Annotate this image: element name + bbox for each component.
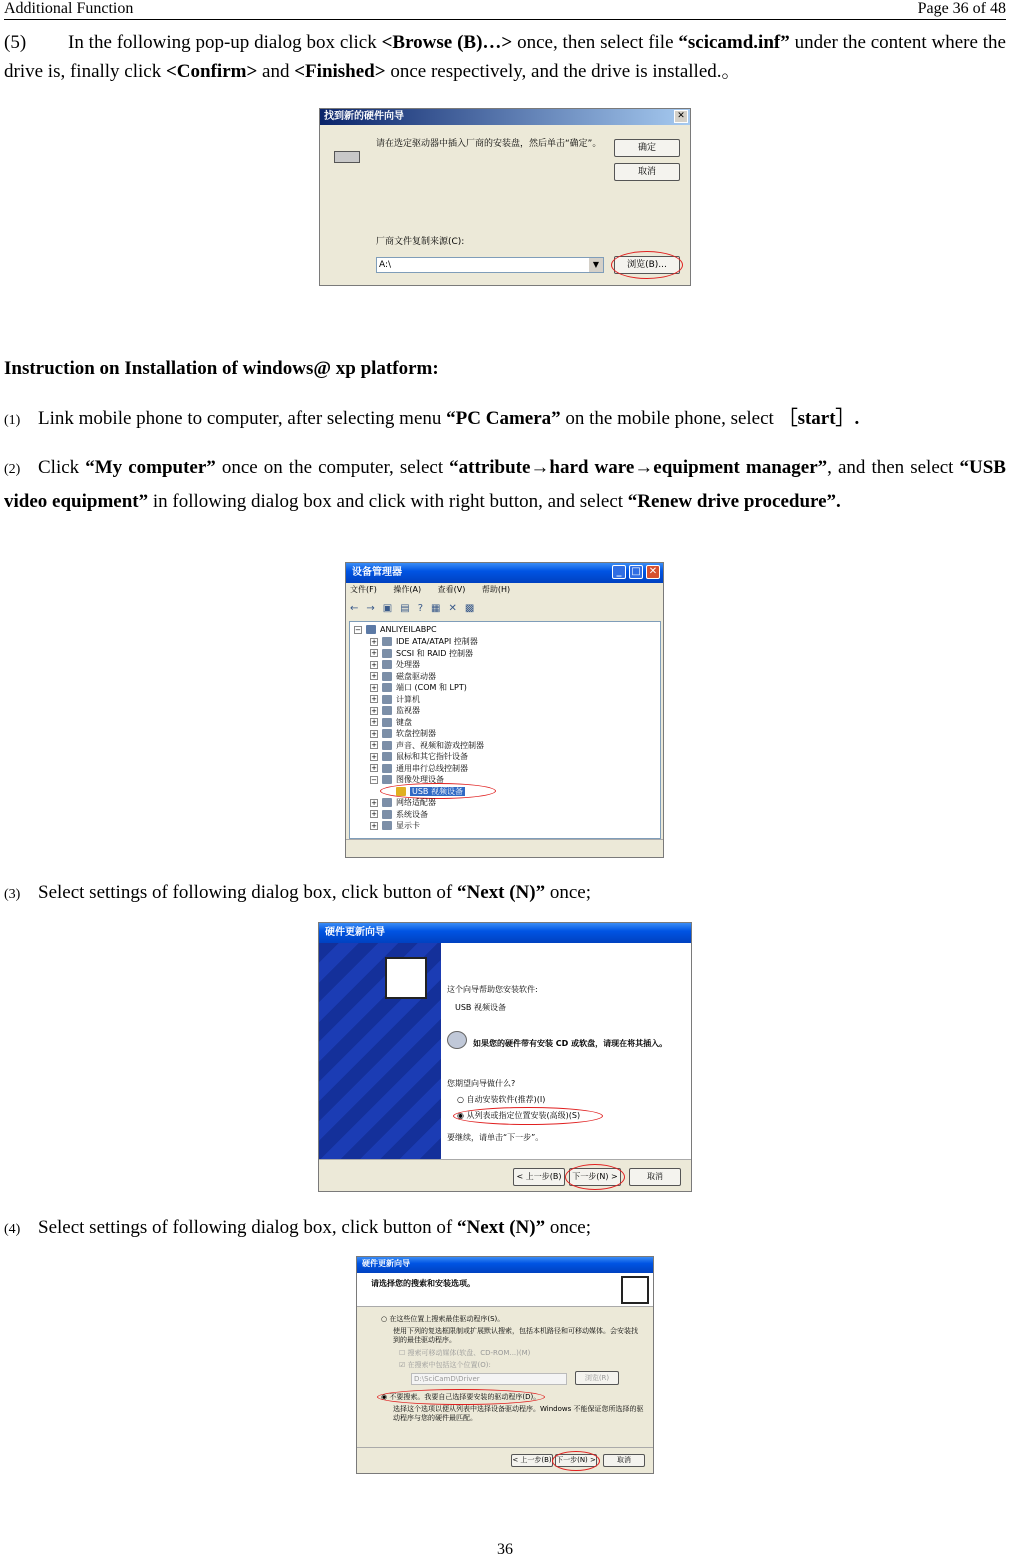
uninstall-icon[interactable]: ▩ bbox=[464, 603, 483, 614]
browse-button[interactable]: 浏览(B)... bbox=[614, 256, 680, 274]
tree-item-label: 显示卡 bbox=[396, 821, 420, 830]
radio-auto-install[interactable] bbox=[457, 1095, 545, 1105]
radio-icon: ○ bbox=[457, 1095, 467, 1104]
chevron-down-icon[interactable]: ▼ bbox=[589, 258, 603, 272]
wizard-title: 硬件更新向导 bbox=[362, 1259, 410, 1268]
step1-paragraph bbox=[4, 404, 1006, 433]
tree-item-label: 鼠标和其它指针设备 bbox=[396, 752, 468, 761]
disk-drive-icon bbox=[334, 151, 360, 163]
step4-paragraph bbox=[4, 1213, 1006, 1242]
copy-source-label: 厂商文件复制来源(C): bbox=[376, 237, 465, 247]
text: on the mobile phone, select bbox=[560, 408, 779, 429]
tree-item-label: IDE ATA/ATAPI 控制器 bbox=[396, 637, 478, 646]
expand-icon[interactable]: + bbox=[371, 695, 377, 703]
device-icon bbox=[382, 810, 392, 819]
expand-icon[interactable]: + bbox=[371, 649, 377, 657]
hardware-wizard-icon bbox=[385, 957, 427, 999]
cancel-button[interactable]: 取消 bbox=[614, 163, 680, 181]
expand-icon[interactable]: + bbox=[371, 810, 377, 818]
dont-search-description: 选择这个选项以便从列表中选择设备驱动程序。Windows 不能保证您所选择的驱动程序与您的硬件最匹配。 bbox=[393, 1405, 644, 1423]
window-title: 设备管理器 bbox=[352, 567, 402, 578]
highlight-circle bbox=[552, 1451, 600, 1471]
bold-text: “My computer” bbox=[85, 457, 216, 478]
step-number: (5) bbox=[4, 32, 27, 53]
path-value: A:\ bbox=[379, 260, 392, 270]
text: Click bbox=[38, 457, 86, 478]
device-icon bbox=[382, 741, 392, 750]
menu-bar bbox=[350, 585, 510, 599]
radio-label: 在这些位置上搜索最佳驱动程序(S)。 bbox=[389, 1315, 505, 1323]
scan-icon[interactable]: ▦ bbox=[431, 603, 449, 614]
wizard-header-band bbox=[357, 1273, 653, 1307]
tree-item[interactable] bbox=[370, 705, 420, 716]
expand-icon[interactable]: + bbox=[371, 752, 377, 761]
next-button[interactable]: 下一步(N) > bbox=[555, 1454, 597, 1467]
tree-item-label: 系统设备 bbox=[396, 809, 428, 819]
text: Select settings of following dialog box, click button of bbox=[38, 882, 457, 903]
back-icon[interactable]: ← bbox=[350, 603, 367, 614]
tree-item-label: 监视器 bbox=[396, 706, 420, 715]
properties-icon[interactable]: ▣ bbox=[382, 603, 401, 614]
text: Select settings of following dialog box, click button of bbox=[38, 1217, 457, 1238]
tree-item[interactable] bbox=[370, 671, 436, 682]
print-icon[interactable]: ▤ bbox=[400, 603, 418, 614]
tree-item-label: USB 视频设备 bbox=[412, 786, 463, 796]
bold-text: <Confirm> bbox=[165, 61, 258, 83]
wizard-heading: 请选择您的搜索和安装选项。 bbox=[371, 1279, 475, 1288]
tree-item-label: SCSI 和 RAID 控制器 bbox=[396, 648, 473, 658]
device-icon bbox=[382, 695, 392, 704]
cancel-button[interactable]: 取消 bbox=[629, 1168, 681, 1186]
search-description: 使用下列的复选框限制或扩展默认搜索，包括本机路径和可移动媒体。会安装找到的最佳驱动程序。 bbox=[393, 1327, 638, 1345]
expand-icon[interactable]: + bbox=[371, 729, 377, 738]
tree-item[interactable] bbox=[370, 797, 436, 808]
checkbox-icon: ☐ bbox=[399, 1349, 408, 1357]
tree-item[interactable] bbox=[370, 682, 467, 693]
maximize-icon[interactable]: □ bbox=[629, 565, 643, 579]
insert-cd-message: 如果您的硬件带有安装 CD 或软盘，请现在将其插入。 bbox=[473, 1039, 668, 1048]
tree-item[interactable] bbox=[370, 728, 436, 739]
divider bbox=[357, 1447, 653, 1448]
text: In the following pop-up dialog box click bbox=[68, 32, 382, 53]
device-icon bbox=[382, 718, 392, 727]
text: once; bbox=[545, 882, 592, 903]
step5-paragraph bbox=[4, 28, 1006, 87]
expand-icon[interactable]: + bbox=[371, 683, 377, 692]
header-section-title: Additional Function bbox=[4, 0, 134, 17]
wizard-titlebar bbox=[357, 1257, 653, 1273]
tree-item[interactable] bbox=[370, 751, 468, 762]
expand-icon[interactable]: + bbox=[371, 821, 377, 830]
text: and bbox=[257, 61, 295, 83]
text: once, then select file bbox=[512, 32, 679, 53]
expand-icon[interactable]: − bbox=[371, 775, 377, 784]
page-header bbox=[4, 0, 1006, 20]
highlight-circle bbox=[377, 1389, 545, 1405]
tree-item-label: 键盘 bbox=[396, 717, 412, 727]
tree-item-label: 计算机 bbox=[396, 694, 420, 704]
text: Link mobile phone to computer, after selecting menu bbox=[38, 408, 447, 429]
radio-label: 不要搜索。我要自己选择要安装的驱动程序(D)。 bbox=[389, 1393, 541, 1401]
tree-item[interactable] bbox=[370, 740, 484, 751]
device-icon bbox=[382, 798, 392, 807]
step-number: (1) bbox=[4, 413, 21, 428]
text: under the content where the drive is, finally click bbox=[4, 32, 1006, 83]
device-icon bbox=[382, 729, 392, 738]
highlight-circle bbox=[611, 251, 683, 279]
text: once respectively, and the drive is installed.。 bbox=[385, 61, 741, 83]
tree-item-label: 端口 (COM 和 LPT) bbox=[396, 683, 467, 692]
window-titlebar bbox=[346, 563, 663, 583]
close-icon[interactable]: ✕ bbox=[674, 110, 688, 123]
toolbar bbox=[350, 602, 580, 618]
minimize-icon[interactable]: _ bbox=[612, 565, 626, 579]
step2-paragraph bbox=[4, 452, 1006, 518]
close-icon[interactable]: ✕ bbox=[646, 565, 660, 579]
tree-item-label: 图像处理设备 bbox=[396, 775, 444, 784]
bold-text: ［start］. bbox=[778, 408, 860, 429]
device-icon bbox=[382, 672, 392, 681]
tree-item[interactable] bbox=[370, 659, 420, 670]
device-icon bbox=[382, 764, 392, 773]
tree-item[interactable] bbox=[370, 636, 478, 647]
tree-item[interactable] bbox=[370, 648, 473, 659]
device-icon bbox=[382, 706, 392, 715]
search-path-input[interactable]: D:\SciCamD\Driver bbox=[411, 1373, 567, 1385]
tree-item[interactable] bbox=[370, 809, 428, 820]
menu-action[interactable]: 操作(A) bbox=[393, 585, 422, 594]
question-label: 您期望向导做什么? bbox=[447, 1079, 516, 1088]
tree-item-label: 磁盘驱动器 bbox=[396, 671, 436, 681]
radio-search-best[interactable] bbox=[381, 1315, 504, 1324]
tree-item-label: 软盘控制器 bbox=[396, 729, 436, 738]
device-manager-window bbox=[345, 562, 664, 858]
forward-icon[interactable]: → bbox=[366, 603, 383, 614]
expand-icon[interactable]: + bbox=[371, 741, 377, 749]
step-number: (4) bbox=[4, 1222, 21, 1237]
tree-item-label: 处理器 bbox=[396, 660, 420, 669]
menu-file[interactable]: 文件(F) bbox=[350, 585, 377, 594]
radio-label: 从列表或指定位置安装(高级)(S) bbox=[466, 1111, 581, 1120]
radio-selected-icon: ◉ bbox=[457, 1111, 467, 1120]
checkbox-checked-icon: ☑ bbox=[399, 1361, 408, 1369]
tree-item[interactable] bbox=[370, 717, 412, 728]
browse-button[interactable]: 浏览(R) bbox=[575, 1371, 619, 1385]
device-icon bbox=[382, 660, 392, 669]
device-icon bbox=[382, 775, 392, 784]
device-icon bbox=[382, 752, 392, 761]
header-page-number: Page 36 of 48 bbox=[917, 0, 1006, 17]
tree-item[interactable] bbox=[370, 694, 420, 705]
bold-text: “attribute→hard ware→equipment manager” bbox=[449, 457, 828, 478]
checkbox-label: 在搜索中包括这个位置(O): bbox=[407, 1361, 491, 1369]
tree-item-label: 网络适配器 bbox=[396, 798, 436, 807]
tree-item[interactable] bbox=[370, 763, 468, 774]
help-icon[interactable]: ? bbox=[417, 603, 431, 614]
device-icon bbox=[382, 683, 392, 692]
continue-hint: 要继续，请单击“下一步”。 bbox=[447, 1133, 544, 1142]
menu-view[interactable]: 查看(V) bbox=[437, 585, 466, 594]
step3-paragraph bbox=[4, 878, 1006, 907]
step-number: (3) bbox=[4, 887, 21, 902]
dialog-title: 找到新的硬件向导 bbox=[324, 111, 404, 122]
bold-text: “USB video equipment” bbox=[4, 457, 1006, 512]
radio-label: 自动安装软件(推荐)(I) bbox=[466, 1095, 546, 1104]
disable-icon[interactable]: ✕ bbox=[448, 603, 465, 614]
checkbox-include-location[interactable] bbox=[399, 1361, 491, 1370]
xp-section-heading: Instruction on Installation of windows@ xp platform: bbox=[4, 358, 439, 379]
expand-icon[interactable]: + bbox=[371, 706, 377, 715]
checkbox-label: 搜索可移动媒体(软盘、CD-ROM...)(M) bbox=[407, 1349, 531, 1357]
wizard-intro: 这个向导帮助您安装软件: bbox=[447, 985, 538, 994]
wizard-titlebar bbox=[319, 923, 691, 943]
radio-selected-icon: ◉ bbox=[381, 1393, 390, 1401]
device-tree bbox=[349, 621, 661, 839]
radio-icon: ○ bbox=[381, 1315, 390, 1323]
checkbox-removable-media[interactable] bbox=[399, 1349, 530, 1358]
ok-button[interactable]: 确定 bbox=[614, 139, 680, 157]
back-button[interactable]: < 上一步(B) bbox=[513, 1168, 565, 1186]
bold-text: “scicamd.inf” bbox=[678, 32, 790, 53]
bold-text: “PC Camera” bbox=[446, 408, 561, 429]
text: in following dialog box and click with right button, and select bbox=[148, 491, 628, 512]
text: once; bbox=[545, 1217, 592, 1238]
expand-icon[interactable]: + bbox=[371, 798, 377, 807]
highlight-circle bbox=[565, 1164, 625, 1190]
highlight-circle bbox=[453, 1107, 603, 1125]
page-footer: 36 bbox=[497, 1541, 513, 1554]
search-options-wizard bbox=[356, 1256, 654, 1474]
text: once on the computer, select bbox=[215, 457, 450, 478]
device-icon bbox=[382, 649, 392, 658]
dialog-message: 请在选定驱动器中插入厂商的安装盘，然后单击“确定”。 bbox=[376, 139, 602, 149]
status-bar bbox=[346, 839, 663, 857]
bold-text: “Next (N)” bbox=[457, 1217, 546, 1238]
next-button[interactable]: 下一步(N) > bbox=[569, 1168, 621, 1186]
bold-text: <Browse (B)…> bbox=[381, 32, 513, 53]
tree-item-label: 声音、视频和游戏控制器 bbox=[396, 740, 484, 750]
device-icon bbox=[382, 637, 392, 646]
tree-item-label: 通用串行总线控制器 bbox=[396, 763, 468, 773]
device-name: USB 视频设备 bbox=[455, 1003, 506, 1012]
step-number: (2) bbox=[4, 462, 21, 477]
found-new-hardware-dialog bbox=[319, 108, 691, 286]
hardware-update-wizard bbox=[318, 922, 692, 1192]
tree-item[interactable] bbox=[370, 820, 420, 831]
expand-icon[interactable]: + bbox=[371, 672, 377, 680]
device-icon bbox=[382, 821, 392, 830]
bold-text: <Finished> bbox=[294, 61, 386, 83]
expand-icon[interactable]: + bbox=[371, 637, 377, 646]
menu-help[interactable]: 帮助(H) bbox=[481, 585, 511, 594]
wizard-title: 硬件更新向导 bbox=[325, 927, 385, 938]
tree-root[interactable]: − ANLIYEILABPC bbox=[355, 625, 437, 634]
bold-text: “Renew drive procedure”. bbox=[627, 491, 841, 512]
dialog-titlebar bbox=[320, 109, 690, 125]
bold-text: “Next (N)” bbox=[457, 882, 546, 903]
back-button[interactable]: < 上一步(B) bbox=[511, 1454, 553, 1467]
copy-source-input[interactable] bbox=[376, 257, 604, 273]
cancel-button[interactable]: 取消 bbox=[603, 1454, 645, 1467]
hardware-wizard-icon bbox=[621, 1276, 649, 1304]
text: , and then select bbox=[827, 457, 960, 478]
expand-icon[interactable]: + bbox=[371, 764, 377, 772]
cd-icon bbox=[447, 1031, 467, 1049]
expand-icon[interactable]: + bbox=[371, 718, 377, 726]
expand-icon[interactable]: + bbox=[371, 660, 377, 669]
